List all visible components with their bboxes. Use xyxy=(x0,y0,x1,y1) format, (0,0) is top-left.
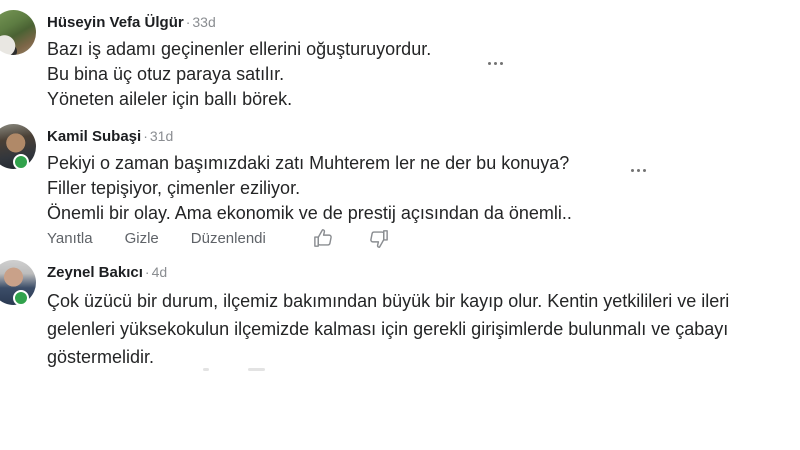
faint-screen-artifact xyxy=(248,368,265,371)
comment-line: Bu bina üç otuz paraya satılır. xyxy=(47,64,285,84)
thumbs-up-icon[interactable] xyxy=(312,227,335,250)
author-link[interactable]: Kamil Subaşi xyxy=(47,128,142,145)
faint-screen-artifact xyxy=(203,368,209,371)
comment-header xyxy=(47,258,800,282)
online-status-dot xyxy=(13,154,29,170)
comment-actions-row xyxy=(47,227,422,250)
hide-button[interactable]: Gizle xyxy=(124,230,159,247)
comment-line: gelenleri yüksekokulun ilçemizde kalması için gerekli girişimlerde bulunmalı ve çabayı xyxy=(47,319,729,339)
comment-line: Yöneten aileler için ballı börek. xyxy=(47,89,293,109)
comment-line: Önemli bir olay. Ama ekonomik ve de prestij açısından da önemli.. xyxy=(47,203,572,223)
timestamp-link[interactable]: 31d xyxy=(149,128,174,144)
meta-separator: · xyxy=(143,128,148,144)
meta-separator: · xyxy=(185,14,191,30)
comment-body xyxy=(47,37,800,112)
author-link[interactable]: Hüseyin Vefa Ülgür xyxy=(47,14,184,31)
comment-line: Filler tepişiyor, çimenler eziliyor. xyxy=(47,178,301,198)
comment-body xyxy=(47,287,800,371)
timestamp-link[interactable]: 33d xyxy=(192,14,216,30)
comment-line: Çok üzücü bir durum, ilçemiz bakımından büyük bir kayıp olur. Kentin yetkilileri ve ileri xyxy=(47,291,730,311)
comment-line: göstermelidir. xyxy=(47,347,155,367)
comment-line: Pekiyi o zaman başımızdaki zatı Muhterem ler ne der bu konuya? xyxy=(47,153,570,173)
edited-label: Düzenlendi xyxy=(190,230,266,247)
thumbs-down-icon[interactable] xyxy=(367,227,390,250)
online-status-dot xyxy=(13,290,29,306)
comment-header xyxy=(47,8,800,32)
comment-item xyxy=(0,8,800,112)
comment-item xyxy=(0,258,800,371)
comment-body xyxy=(47,151,800,226)
reply-button[interactable]: Yanıtla xyxy=(47,230,93,247)
more-options-icon[interactable] xyxy=(627,165,650,176)
timestamp-link[interactable]: 4d xyxy=(151,264,168,280)
comment-item xyxy=(0,122,800,247)
comment-line: Bazı iş adamı geçinenler ellerini oğuşturuyordur. xyxy=(47,39,432,59)
author-link[interactable]: Zeynel Bakıcı xyxy=(47,264,143,281)
meta-separator: · xyxy=(144,264,150,280)
more-options-icon[interactable] xyxy=(484,58,507,69)
comment-header xyxy=(47,122,800,146)
avatar[interactable] xyxy=(0,10,36,55)
